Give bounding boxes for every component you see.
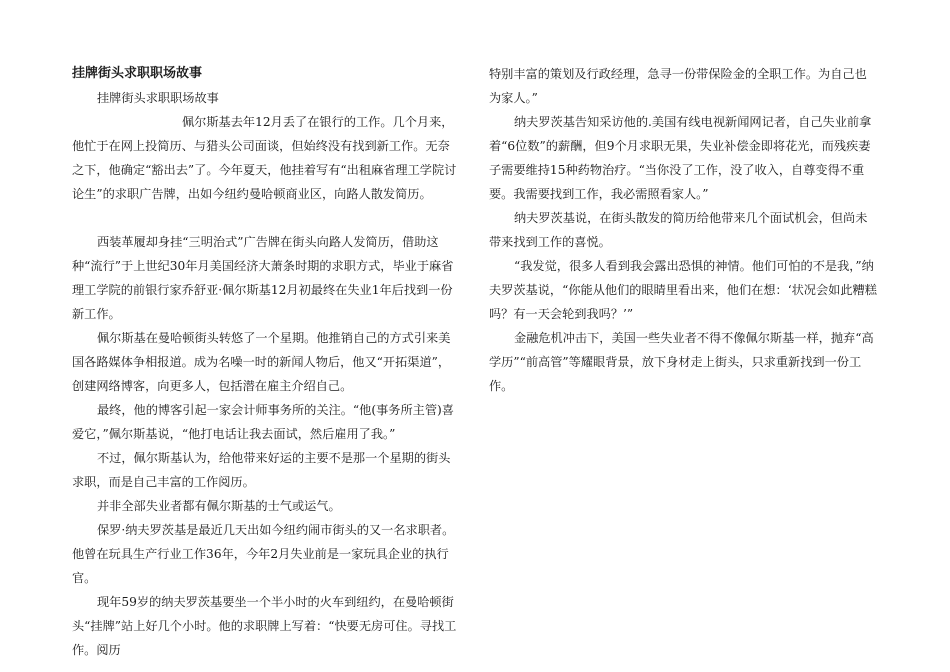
paragraph: 纳夫罗茨基告知采访他的.美国有线电视新闻网记者，自己失业前拿着“6位数”的薪酬，但9个月求职无果，失业补偿金即将花光，而残疾妻子需要维持15种药物治疗。“当你没了工作，没了收入，自尊变得不重要。我需要找到工作，我必需照看家人。”: [489, 115, 872, 201]
left-column: [72, 62, 460, 662]
paragraph: 纳夫罗茨基说，在街头散发的简历给他带来几个面试机会，但尚未带来找到工作的喜悦。: [489, 211, 868, 249]
paragraph: 佩尔斯基去年12月丢了在银行的工作。几个月来，他忙于在网上投简历、与猎头公司面谈，但始终没有找到新工作。无奈之下，他确定“豁出去”了。今年夏天，他挂着写有“出租麻省理工学院讨论生”的求职广告牌，出如今纽约曼哈顿商业区，向路人散发简历。: [72, 115, 457, 201]
article-subtitle: 挂牌街头求职职场故事: [97, 91, 219, 105]
paragraph: 佩尔斯基在曼哈顿街头转悠了一个星期。他推销自己的方式引来美国各路媒体争相报道。成为名噪一时的新闻人物后，他又“开拓渠道”，创建网络博客，向更多人，包括潜在雇主介绍自己。: [72, 331, 451, 393]
paragraph: 保罗·纳夫罗茨基是最近几天出如今纽约闹市街头的又一名求职者。他曾在玩具生产行业工作36年，今年2月失业前是一家玩具企业的执行官。: [72, 523, 455, 585]
paragraph: 现年59岁的纳夫罗茨基要坐一个半小时的火车到纽约，在曼哈顿街头“挂牌”站上好几个小时。他的求职牌上写着：“快要无房可住。寻找工作。阅历: [72, 595, 457, 657]
paragraph-continued: 特别丰富的策划及行政经理，急寻一份带保险金的全职工作。为自己也为家人。”: [489, 67, 867, 105]
article-title: 挂牌街头求职职场故事: [72, 66, 203, 81]
paragraph-gap: [72, 206, 460, 230]
paragraph: “我发觉，很多人看到我会露出恐惧的神情。他们可怕的不是我，”纳夫罗茨基说，“你能从他们的眼睛里看出来，他们在想：‘状况会如此糟糕吗？有一天会轮到我吗？’”: [489, 259, 877, 321]
paragraph: 并非全部失业者都有佩尔斯基的士气或运气。: [97, 499, 341, 513]
paragraph: 不过，佩尔斯基认为，给他带来好运的主要不是那一个星期的街头求职，而是自己丰富的工作阅历。: [72, 451, 451, 489]
paragraph: 西装革履却身挂“三明治式”广告牌在街头向路人发简历，借助这种“流行”于上世纪30年月美国经济大萧条时期的求职方式，毕业于麻省理工学院的前银行家乔舒亚·佩尔斯基12月初最终在失业1年后找到一份新工作。: [72, 235, 454, 321]
paragraph: 金融危机冲击下，美国一些失业者不得不像佩尔斯基一样，抛弃“高学历”“前高管”等耀眼背景，放下身材走上街头，只求重新找到一份工作。: [489, 331, 874, 393]
paragraph: 最终，他的博客引起一家会计师事务所的关注。“他(事务所主管)喜爱它，”佩尔斯基说，“他打电话让我去面试，然后雇用了我。”: [72, 403, 454, 441]
right-column: [489, 62, 877, 398]
